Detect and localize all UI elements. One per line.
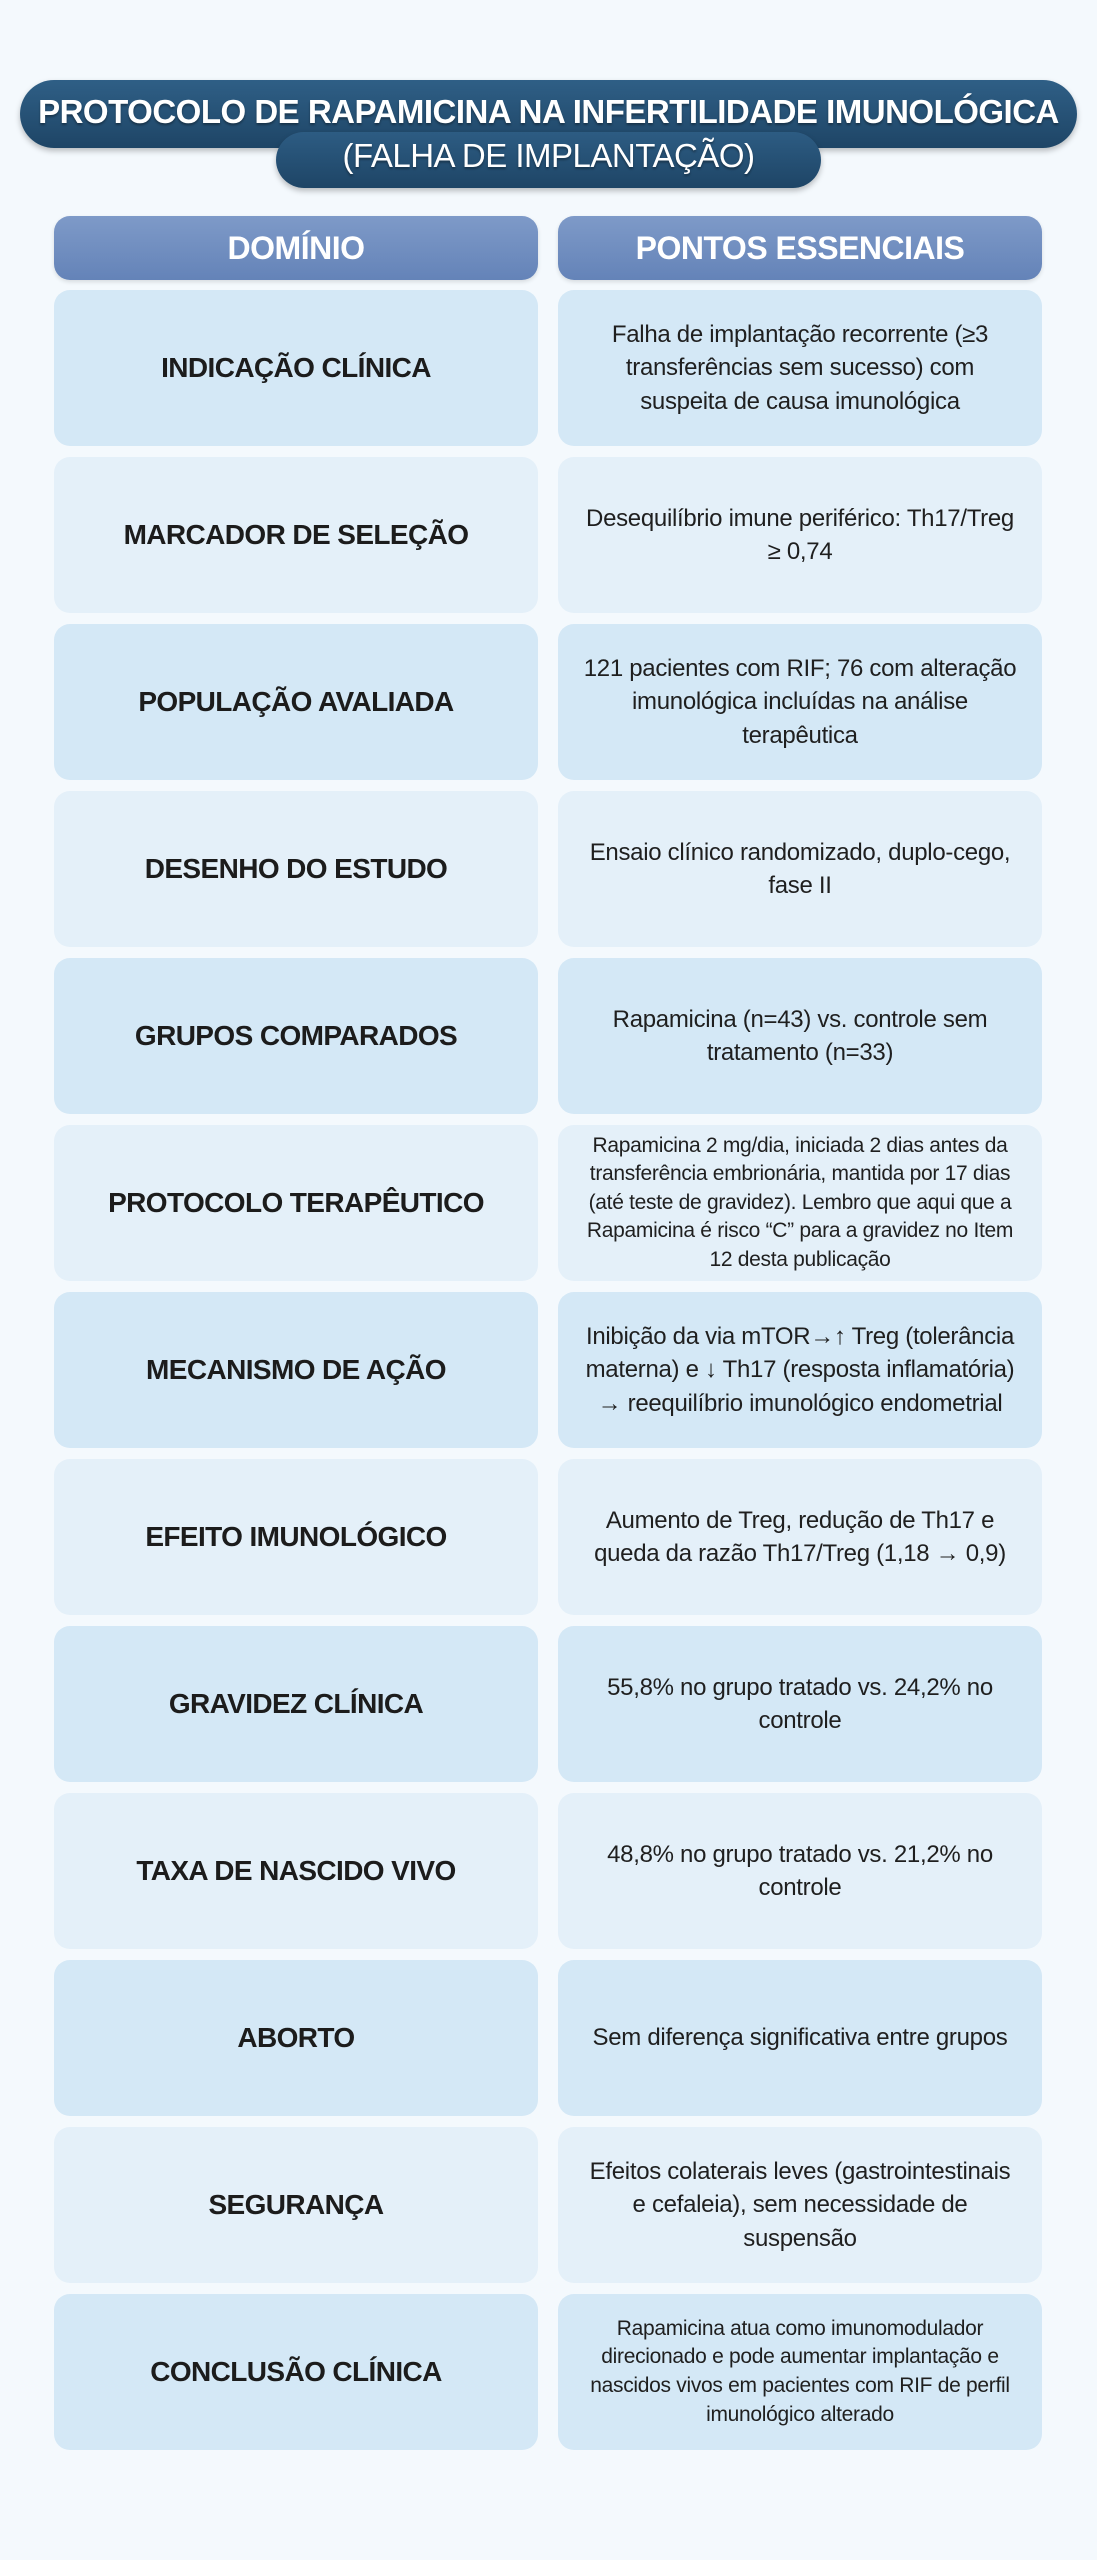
domain-cell: DESENHO DO ESTUDO — [54, 791, 538, 947]
table-row — [0, 1459, 1097, 1615]
title-banner — [0, 80, 1097, 190]
domain-cell: GRAVIDEZ CLÍNICA — [54, 1626, 538, 1782]
points-cell: Rapamicina 2 mg/dia, iniciada 2 dias antes da transferência embrionária, mantida por 17 dias (até teste de gravidez). Lembro que aqui que a Rapamicina é risco “C” para a gravidez no Item 12 desta publicação — [558, 1125, 1042, 1281]
points-cell: Rapamicina atua como imunomodulador direcionado e pode aumentar implantação e nascidos vivos em pacientes com RIF de perfil imunológico alterado — [558, 2294, 1042, 2450]
points-cell: Efeitos colaterais leves (gastrointestinais e cefaleia), sem necessidade de suspensão — [558, 2127, 1042, 2283]
table-row — [0, 1960, 1097, 2116]
points-cell: 48,8% no grupo tratado vs. 21,2% no controle — [558, 1793, 1042, 1949]
points-cell: 55,8% no grupo tratado vs. 24,2% no controle — [558, 1626, 1042, 1782]
column-header-domain: DOMÍNIO — [54, 216, 538, 280]
table-row — [0, 1793, 1097, 1949]
page-title: PROTOCOLO DE RAPAMICINA NA INFERTILIDADE IMUNOLÓGICA — [38, 93, 1059, 130]
domain-cell: INDICAÇÃO CLÍNICA — [54, 290, 538, 446]
page-subtitle: (FALHA DE IMPLANTAÇÃO) — [342, 137, 755, 174]
points-cell: 121 pacientes com RIF; 76 com alteração imunológica incluídas na análise terapêutica — [558, 624, 1042, 780]
table-row — [0, 1626, 1097, 1782]
table-row — [0, 791, 1097, 947]
domain-cell: GRUPOS COMPARADOS — [54, 958, 538, 1114]
domain-cell: POPULAÇÃO AVALIADA — [54, 624, 538, 780]
points-cell: Sem diferença significativa entre grupos — [558, 1960, 1042, 2116]
points-cell: Inibição da via mTOR→↑ Treg (tolerância materna) e ↓ Th17 (resposta inflamatória) → reequilíbrio imunológico endometrial — [558, 1292, 1042, 1448]
points-cell: Ensaio clínico randomizado, duplo-cego, fase II — [558, 791, 1042, 947]
domain-cell: CONCLUSÃO CLÍNICA — [54, 2294, 538, 2450]
points-cell: Desequilíbrio imune periférico: Th17/Treg ≥ 0,74 — [558, 457, 1042, 613]
table-row — [0, 2294, 1097, 2450]
domain-cell: SEGURANÇA — [54, 2127, 538, 2283]
domain-cell: EFEITO IMUNOLÓGICO — [54, 1459, 538, 1615]
domain-cell: PROTOCOLO TERAPÊUTICO — [54, 1125, 538, 1281]
table-row — [0, 1292, 1097, 1448]
table-row — [0, 1125, 1097, 1281]
table-row — [0, 457, 1097, 613]
table-row — [0, 624, 1097, 780]
points-cell: Aumento de Treg, redução de Th17 e queda da razão Th17/Treg (1,18 → 0,9) — [558, 1459, 1042, 1615]
domain-cell: TAXA DE NASCIDO VIVO — [54, 1793, 538, 1949]
table-row — [0, 958, 1097, 1114]
domain-cell: MARCADOR DE SELEÇÃO — [54, 457, 538, 613]
table-row — [0, 2127, 1097, 2283]
points-cell: Falha de implantação recorrente (≥3 transferências sem sucesso) com suspeita de causa imunológica — [558, 290, 1042, 446]
column-header-points: PONTOS ESSENCIAIS — [558, 216, 1042, 280]
table-row — [0, 290, 1097, 446]
domain-cell: MECANISMO DE AÇÃO — [54, 1292, 538, 1448]
points-cell: Rapamicina (n=43) vs. controle sem tratamento (n=33) — [558, 958, 1042, 1114]
domain-cell: ABORTO — [54, 1960, 538, 2116]
